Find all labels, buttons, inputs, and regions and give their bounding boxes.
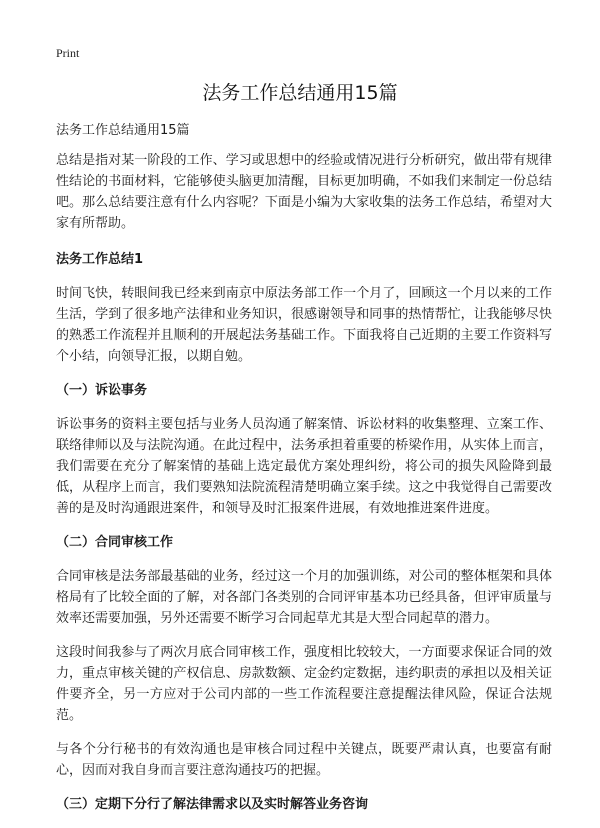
litigation-paragraph: 诉讼事务的资料主要包括与业务人员沟通了解案情、诉讼材料的收集整理、立案工作、联络律师以及与法院沟通。在此过程中，法务承担着重要的桥梁作用，从实体上而言，我们需要在充分了解案情的基础上选定最优方案处理纠纷，将公司的损失风险降到最低，从程序上而言，我们要熟知法院流程清楚明确立案手续。这之中我觉得自己需要改善的是及时沟通跟进案件，和领导及时汇报案件进展，有效地推进案件进度。 [56, 417, 552, 516]
document-body [56, 120, 552, 815]
contract-review-paragraph-2: 这段时间我参与了两次月底合同审核工作，强度相比较较大，一方面要求保证合同的效力，重点审核关键的产权信息、房款数额、定金约定数据，违约职责的承担以及相关证件要齐全，另一方应对于公司内部的一些工作流程要注意提醒法律风险，保证合法规范。 [56, 645, 552, 723]
intro-paragraph: 总结是指对某一阶段的工作、学习或思想中的经验或情况进行分析研究，做出带有规律性结论的书面材料，它能够使头脑更加清醒，目标更加明确，不如我们来制定一份总结吧。那么总结要注意有什么内容呢？下面是小编为大家收集的法务工作总结，希望对大家有所帮助。 [56, 153, 552, 231]
contract-review-paragraph-1: 合同审核是法务部最基础的业务，经过这一个月的加强训练，对公司的整体框架和具体格局有了比较全面的了解，对各部门各类别的合同评审基本功已经具备，但评审质量与效率还需要加强，另外还需要不断学习合同起草尤其是大型合同起草的潜力。 [56, 569, 552, 626]
contract-review-paragraph-3: 与各个分行秘书的有效沟通也是审核合同过程中关键点，既要严肃认真，也要富有耐心，因而对我自身而言要注意沟通技巧的把握。 [56, 742, 552, 778]
subsection-heading-branch-visits: （三）定期下分行了解法律需求以及实时解答业务咨询 [56, 797, 369, 812]
subsection-heading-litigation: （一）诉讼事务 [56, 383, 148, 398]
document-subtitle: 法务工作总结通用15篇 [56, 123, 190, 138]
section-heading-1: 法务工作总结1 [56, 252, 144, 267]
subsection-heading-contract-review: （二）合同审核工作 [56, 535, 174, 550]
section-1-paragraph: 时间飞快，转眼间我已经来到南京中原法务部工作一个月了，回顾这一个月以来的工作生活，学到了很多地产法律和业务知识，很感谢领导和同事的热情帮忙，让我能够尽快的熟悉工作流程并且顺利的开展起法务基础工作。下面我将自己近期的主要工作资料写个小结，向领导汇报，以期自勉。 [56, 286, 552, 364]
document-title: 法务工作总结通用15篇 [202, 82, 398, 104]
print-link[interactable]: Print [56, 46, 80, 60]
